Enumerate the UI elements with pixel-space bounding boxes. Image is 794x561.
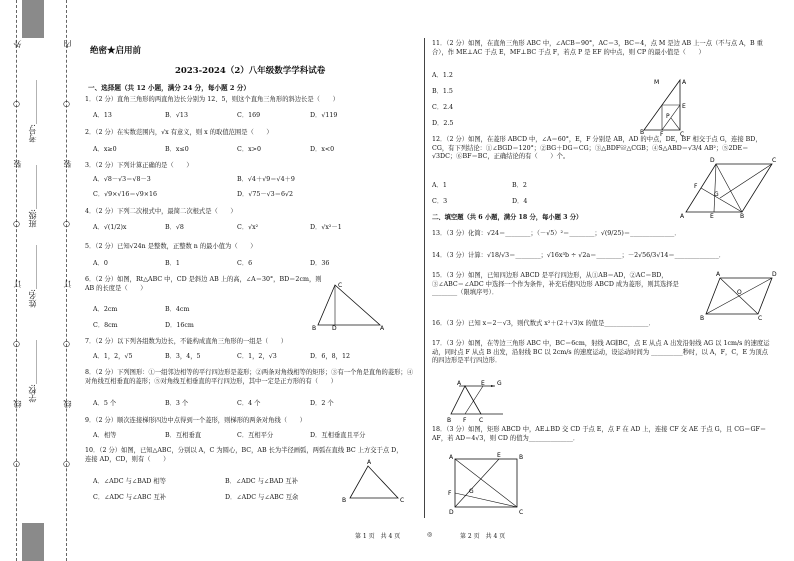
question-1: 1．（2 分）直角三角形的两直角边长分别为 12、5，则这个直角三角形的斜边长是（ ） (85, 96, 339, 103)
question-9: 9．（2 分）顺次连接梯形四边中点得到一个菱形，则梯形的两条对角线（ ） (85, 417, 306, 424)
figure-q11-triangle (640, 74, 688, 138)
svg-text:O: O (737, 289, 742, 296)
q7-option-b: B．3，4，5 (165, 353, 201, 360)
q1-option-b: B．√13 (165, 112, 188, 119)
q6-option-d: D．16cm (165, 322, 194, 329)
q11-option-a: A．1.2 (432, 72, 453, 79)
svg-text:A: A (682, 79, 687, 86)
q5-option-b: B．1 (165, 260, 180, 267)
binding-mark: 外 (13, 40, 22, 48)
svg-text:F: F (448, 490, 452, 497)
svg-text:F: F (694, 183, 698, 190)
section-choice-heading: 一、选择题（共 12 小题，满分 24 分，每小题 2 分） (88, 84, 250, 92)
q8-option-d: D．2 个 (310, 400, 334, 407)
figure-q6-triangle (310, 280, 390, 332)
question-4: 4．（2 分）下列二次根式中，最简二次根式是（ ） (85, 208, 237, 215)
binding-mark: 订 (13, 280, 22, 288)
svg-text:E: E (682, 103, 686, 110)
question-8: 8．（2 分）下列图形：①一组邻边相等的平行四边形是菱形；②两条对角线相等的矩形；③有一个角是直角的菱形；④对角线互相垂直的菱形；⑤对角线互相垂直的平行四边形，其中一定是正方形的有（ ） (85, 369, 414, 385)
q7-option-c: C．1，2，√3 (237, 353, 277, 360)
binding-mark: 线 (13, 400, 22, 408)
q8-option-b: B．3 个 (165, 400, 189, 407)
svg-text:D: D (772, 271, 777, 278)
q11-option-c: C．2.4 (432, 104, 454, 111)
svg-text:E: E (497, 452, 501, 459)
school-field: 学校:___________ (28, 340, 37, 403)
q2-option-a: A．x≥0 (93, 146, 117, 153)
svg-text:A: A (367, 459, 372, 466)
q2-option-b: B．x≤0 (165, 146, 189, 153)
binding-mark: ○ (62, 340, 71, 349)
svg-text:F: F (660, 131, 664, 138)
question-11: 11．（2 分）如图，在直角三角形 ABC 中，∠ACB＝90°，AC＝3，BC＝4，点 M 是边 AB 上一点（不与点 A，B 重合），作 ME⊥AC 于点 E，MF⊥BC 于点 F，若点 P 是 EF 的中点，则 CP 的最小值是（ ） (432, 40, 763, 56)
q10-option-d: D．∠ADC 与∠ABC 互余 (225, 494, 299, 501)
svg-text:M: M (654, 79, 660, 86)
binding-mark: 内 (63, 40, 72, 48)
q9-option-d: D．互相垂直且平分 (310, 432, 366, 439)
figure-q12-rhombus (680, 150, 780, 220)
svg-text:E: E (710, 213, 714, 220)
svg-text:B: B (740, 213, 745, 220)
q3-option-d: D．√75－√3＝6√2 (237, 191, 294, 198)
q12-option-a: A．1 (432, 182, 447, 189)
q5-option-d: D．36 (310, 260, 330, 267)
page-footer-mark: ◎ (427, 531, 433, 538)
q1-option-d: D．√119 (310, 112, 338, 119)
binding-mark: 装 (13, 160, 22, 168)
binding-mark: ○ (12, 100, 21, 109)
q10-option-c: C．∠ADC 与∠ABC 互补 (93, 494, 167, 501)
binding-mark: 装 (63, 160, 72, 168)
svg-text:C: C (479, 417, 484, 424)
name-field: 姓名:___________ (28, 245, 37, 308)
svg-text:C: C (758, 315, 763, 322)
q7-option-a: A．1，2，√5 (93, 353, 133, 360)
svg-text:A: A (380, 325, 385, 332)
figure-q18-rectangle (447, 453, 527, 515)
svg-text:E: E (481, 380, 485, 387)
q6-option-a: A．2cm (93, 306, 118, 313)
svg-text:B: B (519, 454, 524, 461)
question-13: 13．（3 分）化简：√24＝________；（－√5）²＝________；√(9/25)＝______________． (432, 230, 681, 237)
question-3: 3．（2 分）下列计算正确的是（ ） (85, 162, 193, 169)
svg-text:D: D (449, 509, 454, 516)
q2-option-d: D．x<0 (310, 146, 335, 153)
q3-option-c: C．√9×√16＝√9×16 (93, 191, 158, 198)
binding-mark: ○ (12, 460, 21, 469)
svg-text:C: C (400, 497, 405, 504)
q8-option-c: C．4 个 (237, 400, 261, 407)
svg-text:B: B (700, 315, 705, 322)
question-14: 14．（3 分）计算：√18/√3＝________；√16x³b ÷ √2a＝________；－2√56/3√14＝______________． (432, 252, 726, 259)
binding-mark: ○ (62, 460, 71, 469)
page-footer-right: 第 2 页 共 4 页 (460, 533, 506, 540)
binding-mark: ○ (12, 340, 21, 349)
binding-mark: ○ (62, 100, 71, 109)
svg-text:B: B (342, 497, 347, 504)
svg-text:B: B (640, 129, 645, 136)
q2-option-c: C．x>0 (237, 146, 261, 153)
figure-q10-triangle (340, 458, 410, 506)
svg-text:D: D (710, 157, 715, 164)
svg-text:F: F (463, 417, 467, 424)
svg-text:B: B (447, 417, 452, 424)
question-15: 15．（3 分）如图，已知四边形 ABCD 是平行四边形，从①AB＝AD，②AC＝BD，③∠ABC＝∠ADC 中选择一个作为条件，补充后使四边形 ABCD 成为菱形，则其选择是________（限填序号）． (432, 272, 679, 296)
q1-option-a: A．13 (93, 112, 112, 119)
q10-option-b: B．∠ADC 与∠BAD 互补 (225, 478, 299, 485)
svg-text:G: G (497, 380, 502, 387)
q12-option-c: C．3 (432, 198, 448, 205)
q12-option-d: D．4 (512, 198, 528, 205)
binding-gray-bottom (22, 523, 44, 561)
svg-text:A: A (449, 454, 454, 461)
q6-option-c: C．8cm (93, 322, 118, 329)
question-17: 17．（3 分）如图，在等边三角形 ABC 中，BC＝6cm，射线 AG∥BC，点 E 从点 A 出发沿射线 AG 以 1cm/s 的速度运动，同时点 F 从点 B 出发，沿射线 BC 以 2cm/s 的速度运动，设运动时间为 __________秒时，以 A，F，C，E 为顶点的四边形是平行四边形． (432, 340, 770, 364)
q9-option-b: B．互相垂直 (165, 432, 202, 439)
secret-label: 绝密★启用前 (90, 46, 142, 56)
q12-option-b: B．2 (512, 182, 527, 189)
binding-gray-top (22, 0, 44, 38)
svg-text:D: D (332, 325, 337, 332)
q11-option-d: D．2.5 (432, 120, 454, 127)
svg-text:A: A (457, 380, 462, 387)
q6-option-b: B．4cm (165, 306, 190, 313)
svg-text:C: C (338, 282, 343, 289)
q4-option-a: A．√(1/2)x (93, 224, 127, 231)
section-fill-heading: 二、填空题（共 6 小题，满分 18 分，每小题 3 分） (432, 214, 583, 221)
svg-text:C: C (680, 131, 685, 138)
exam-title: 2023-2024（2）八年级数学学科试卷 (175, 66, 326, 76)
class-field: 班级:___________ (28, 165, 37, 228)
question-12: 12．（2 分）如图，在菱形 ABCD 中，∠A＝60°，E，F 分别是 AB，AD 的中点，DE，BF 相交于点 G，连接 BD，CG，有下列结论：①∠BGD＝120°；②BG＋DG＝CG；③△BDF≌△CGB；④S△ABD＝√3/4 AB²；⑤2DE＝√3DC；⑥BF＝BC，正确结论的有（ ）个。 (432, 136, 762, 160)
svg-text:C: C (772, 157, 777, 164)
svg-text:P: P (666, 113, 670, 120)
q9-option-c: C．互相平分 (237, 432, 274, 439)
question-2: 2．（2 分）在实数范围内，√x 有意义，则 x 的取值范围是（ ） (85, 129, 273, 136)
q10-option-a: A．∠ADC 与∠BAD 相等 (93, 478, 166, 485)
q5-option-a: A．0 (93, 260, 108, 267)
figure-q17-triangle (447, 380, 507, 424)
q1-option-c: C．169 (237, 112, 261, 119)
q7-option-d: D．6，8，12 (310, 353, 350, 360)
q5-option-c: C．6 (237, 260, 253, 267)
q4-option-c: C．√x² (237, 224, 259, 231)
question-10: 10．（2 分）如图，已知△ABC，分别以 A，C 为圆心，BC，AB 长为半径画弧，两弧在直线 BC 上方交于点 D，连接 AD，CD，则有（ ） (85, 447, 403, 463)
svg-text:A: A (716, 271, 721, 278)
q8-option-a: A．5 个 (93, 400, 117, 407)
q3-option-a: A．√8－√3＝√8－3 (93, 176, 151, 183)
q4-option-d: D．√x²－1 (310, 224, 342, 231)
question-5: 5．（2 分）已知√24n 是整数，正整数 n 的最小值为（ ） (85, 243, 257, 250)
svg-text:C: C (519, 509, 524, 516)
svg-text:A: A (680, 213, 685, 220)
binding-mark: 订 (63, 280, 72, 288)
q9-option-a: A．相等 (93, 432, 117, 439)
binding-strip (0, 0, 72, 561)
figure-q15-parallelogram (700, 270, 780, 322)
svg-text:G: G (714, 191, 719, 198)
svg-text:B: B (312, 325, 317, 332)
svg-text:G: G (469, 488, 474, 495)
question-16: 16．（3 分）已知 x＝2－√3，则代数式 x²＋(2＋√3)x 的值是______________． (432, 320, 655, 327)
column-divider (424, 38, 425, 518)
binding-mark: ○ (12, 220, 21, 229)
question-6: 6．（2 分）如图，Rt△ABC 中，CD 是斜边 AB 上的高，∠A＝30°，BD＝2cm，则 AB 的长度是（ ） (85, 276, 322, 292)
page-footer-left: 第 1 页 共 4 页 (355, 533, 401, 540)
q11-option-b: B．1.5 (432, 88, 453, 95)
q4-option-b: B．√8 (165, 224, 184, 231)
question-18: 18．（3 分）如图，矩形 ABCD 中，AE⊥BD 交 CD 于点 E，点 F 在 AD 上，连接 CF 交 AE 于点 G，且 CG＝GF＝AF，若 AD＝4√3，则 CD 的值为______________． (432, 426, 767, 442)
binding-mark: ○ (62, 220, 71, 229)
exam-no-field: 考号:___________ (28, 80, 37, 143)
question-7: 7．（2 分）以下列各组数为边长，不能构成直角三角形的一组是（ ） (85, 338, 288, 345)
binding-mark: 线 (63, 400, 72, 408)
q3-option-b: B．√4＋√9＝√4＋9 (237, 176, 295, 183)
